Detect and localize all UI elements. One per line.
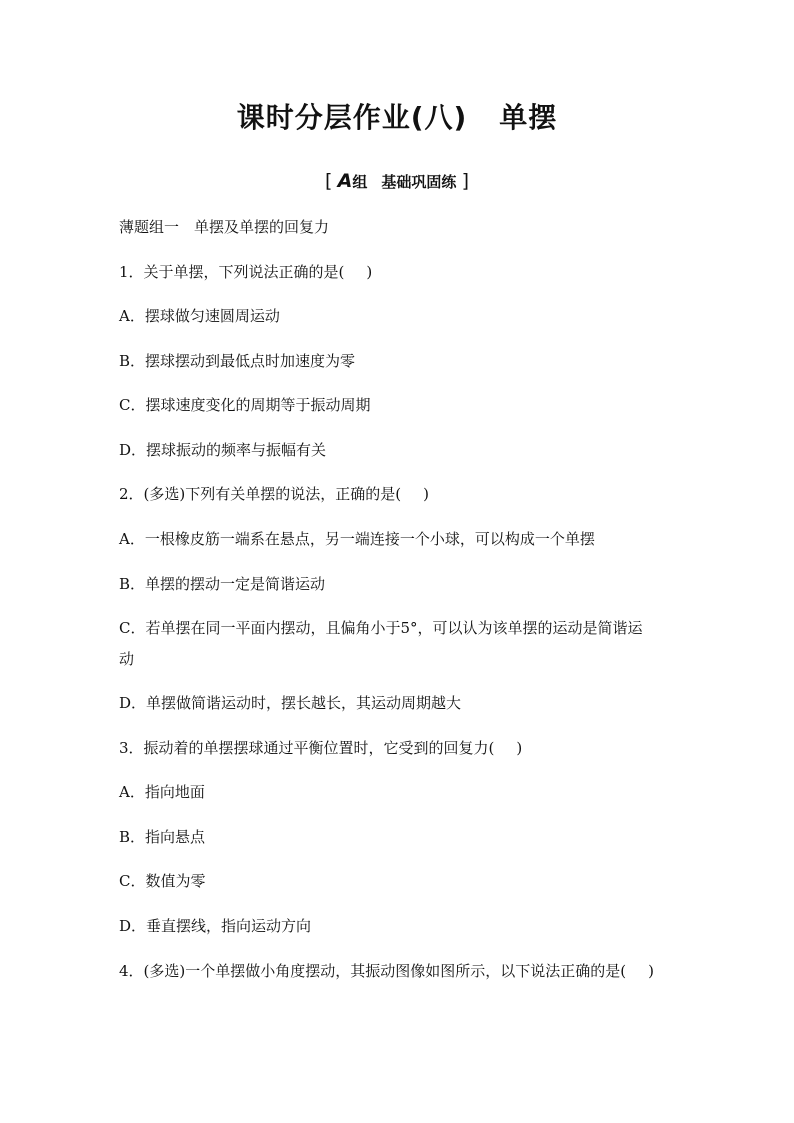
q2-option-b: B．单摆的摆动一定是简谐运动: [119, 575, 326, 593]
section-heading: 薄题组一 单摆及单摆的回复力: [119, 218, 330, 236]
question-4-paren-close: ): [648, 962, 654, 980]
question-2-paren-close: ): [423, 485, 429, 503]
group-close-bracket: ]: [461, 170, 470, 192]
q1-option-b: B．摆球摆动到最低点时加速度为零: [119, 352, 356, 370]
question-4-stem: [119, 960, 689, 982]
page-title: [0, 96, 794, 136]
q1-option-a: A．摆球做匀速圆周运动: [119, 307, 280, 325]
group-header: [0, 170, 794, 192]
title-sub: 单摆: [499, 101, 558, 134]
group-open-bracket: [: [324, 170, 333, 192]
group-letter: A: [337, 170, 353, 192]
question-3-stem: [119, 737, 689, 759]
title-main: 课时分层作业(八): [236, 101, 468, 134]
q1-option-c: C．摆球速度变化的周期等于振动周期: [119, 396, 371, 414]
group-label: 组: [352, 173, 368, 191]
q1-option-d: D．摆球振动的频率与振幅有关: [119, 441, 327, 459]
q3-option-c: C．数值为零: [119, 872, 206, 890]
question-2-stem: [119, 483, 689, 505]
q3-option-a: A．指向地面: [119, 783, 205, 801]
q2-option-d: D．单摆做简谐运动时，摆长越长，其运动周期越大: [119, 694, 462, 712]
group-name: 基础巩固练: [381, 173, 457, 191]
question-1-text: 1．关于单摆，下列说法正确的是(: [119, 263, 345, 281]
q3-option-d: D．垂直摆线，指向运动方向: [119, 917, 312, 935]
question-2-text: 2．(多选)下列有关单摆的说法，正确的是(: [119, 485, 402, 503]
question-4-text: 4．(多选)一个单摆做小角度摆动，其振动图像如图所示，以下说法正确的是(: [119, 962, 627, 980]
q2-option-c-continued: 动: [119, 650, 135, 668]
question-1-stem: [119, 261, 689, 283]
question-3-paren-close: ): [516, 739, 523, 757]
q3-option-b: B．指向悬点: [119, 828, 206, 846]
q2-option-a: A．一根橡皮筋一端系在悬点，另一端连接一个小球，可以构成一个单摆: [119, 530, 595, 548]
question-1-paren-close: ): [366, 263, 373, 281]
q2-option-c: C．若单摆在同一平面内摆动，且偏角小于5°，可以认为该单摆的运动是简谐运: [119, 619, 643, 637]
question-3-text: 3．振动着的单摆摆球通过平衡位置时，它受到的回复力(: [119, 739, 495, 757]
